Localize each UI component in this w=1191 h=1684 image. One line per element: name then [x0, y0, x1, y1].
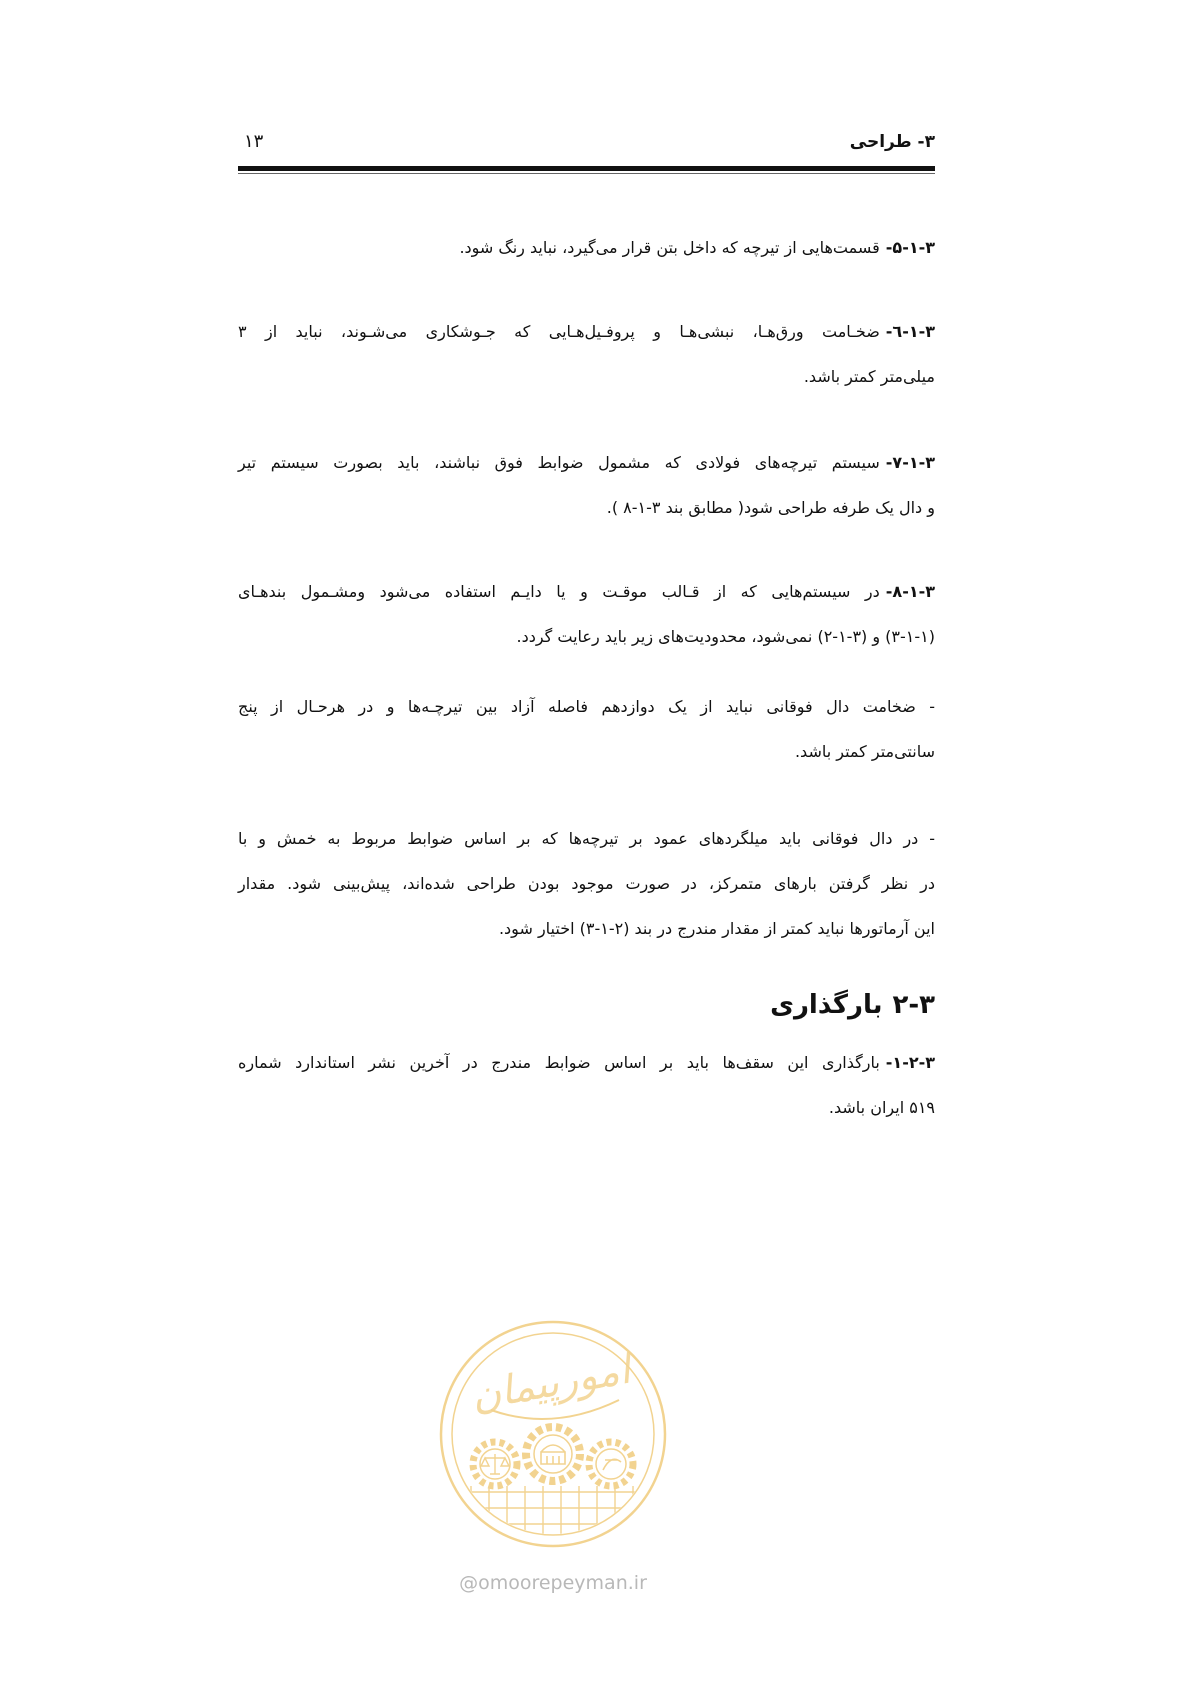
watermark-seal [433, 1314, 673, 1554]
clause-3-2-1 [238, 1040, 935, 1130]
line-text: سانتی‌متر کمتر باشد. [794, 742, 935, 761]
text-line [238, 861, 935, 906]
gear-icon [526, 1427, 580, 1481]
chapter-title: ۳- طراحی [849, 132, 935, 152]
text-line [238, 440, 935, 485]
text-line [238, 729, 935, 774]
text-line [238, 309, 935, 354]
line-text: - ضخامت دال فوقانی نباید از یک دوازدهم فاصله آزاد بین تیرچـه‌ها و در هرحـال از پنج [238, 697, 935, 716]
text-line [238, 485, 935, 530]
text-line [238, 816, 935, 861]
clause-number: ۳-۲-۱- [885, 1053, 935, 1072]
line-text: میلی‌متر کمتر باشد. [803, 367, 935, 386]
text-line [238, 1085, 935, 1130]
section-number: ۳-۲ [892, 990, 935, 1020]
clause-number: ۳-۱-۵- [885, 238, 935, 257]
text-line [238, 906, 935, 951]
section-title: بارگذاری [770, 990, 883, 1020]
header-rule-thin [238, 173, 935, 174]
scales-icon [481, 1454, 509, 1474]
clause-number: ۳-۱-۸- [885, 582, 935, 601]
line-text: و دال یک طرفه طراحی شود( مطابق بند ۳-۱-۸ ). [606, 498, 935, 517]
line-text: (۳-۱-۱) و (۳-۱-۲) نمی‌شود، محدودیت‌های زیر باید رعایت گردد. [516, 627, 935, 646]
line-text: در سیستم‌هایی که از قـالب موقـت و یا دایـم استفاده می‌شود ومشـمول بندهـای [238, 582, 880, 601]
line-text: ۵۱۹ ایران باشد. [828, 1098, 935, 1117]
line-text: سیستم تیرچه‌های فولادی که مشمول ضوابط فوق نباشند، باید بصورت سیستم تیر [238, 453, 880, 472]
bullet-reinforcement [238, 816, 935, 951]
bullet-slab-thickness [238, 684, 935, 774]
text-line [238, 354, 935, 399]
clause-3-1-7 [238, 440, 935, 530]
seal-outer-ring [441, 1322, 665, 1546]
text-line [238, 614, 935, 659]
header-rule [238, 166, 935, 171]
clause-number: ۳-۱-۷- [885, 453, 935, 472]
text-line [238, 1040, 935, 1085]
gear-icon [589, 1442, 633, 1486]
section-heading [770, 985, 935, 1025]
clause-3-1-5 [238, 225, 935, 270]
text-line [238, 569, 935, 614]
clause-3-1-6 [238, 309, 935, 399]
text-line [238, 684, 935, 729]
seal-lettering: امورپیمان [467, 1346, 634, 1420]
page-number: ۱۳ [244, 131, 264, 152]
clause-number: ۳-۱-٦- [885, 322, 935, 341]
line-text: این آرماتورها نباید کمتر از مقدار مندرج در بند (۲-۱-۳) اختیار شود. [498, 919, 935, 938]
line-text: ضخـامت ورق‌هـا، نبشی‌هـا و پروفـیل‌هـایی که جـوشکاری می‌شـوند، نباید از ۳ [238, 322, 880, 341]
line-text: بارگذاری این سقف‌ها باید بر اساس ضوابط مندرج در آخرین نشر استاندارد شماره [238, 1053, 880, 1072]
watermark-website: @omoorepeyman.ir [459, 1572, 647, 1594]
pipe-icon [603, 1459, 621, 1470]
building-icon [541, 1445, 565, 1464]
text-line [238, 225, 935, 270]
line-text: - در دال فوقانی باید میلگردهای عمود بر تیرچه‌ها که بر اساس ضوابط مربوط به خمش و با [238, 829, 935, 848]
line-text: در نظر گرفتن بارهای متمرکز، در صورت موجود بودن طراحی شده‌اند، پیش‌بینی شود. مقدار [238, 874, 935, 893]
clause-3-1-8 [238, 569, 935, 659]
line-text: قسمت‌هایی از تیرچه که داخل بتن قرار می‌گیرد، نباید رنگ شود. [459, 238, 880, 257]
